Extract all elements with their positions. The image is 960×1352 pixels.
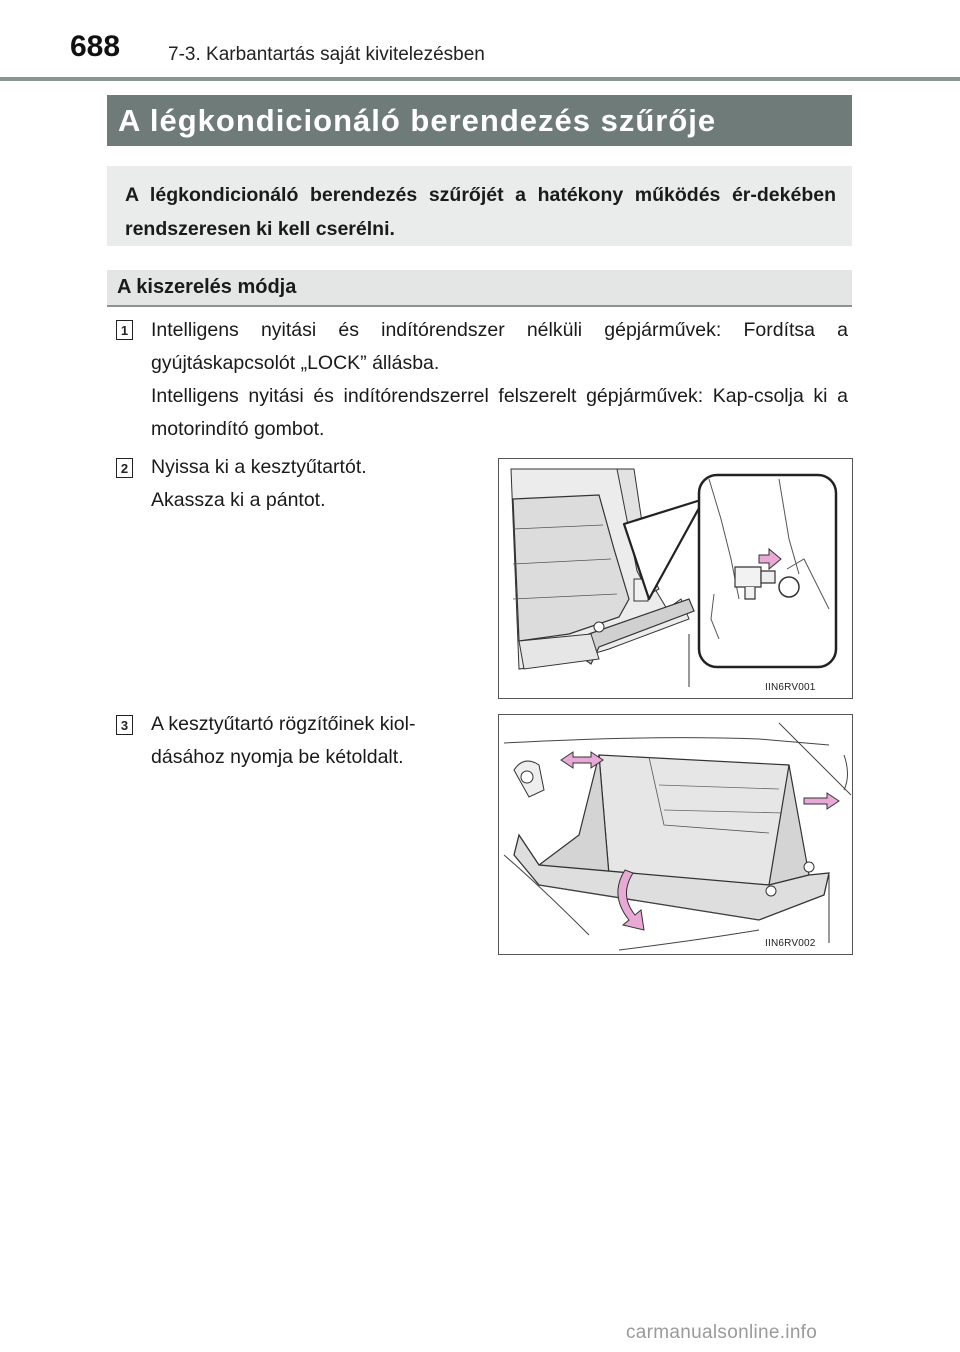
- step-1-text-a: Intelligens nyitási és indítórendszer nélküli gépjárművek: Fordítsa a gyújtáskapcsolót „LOCK” állásba.: [151, 319, 848, 374]
- figure-glovebox-release: [498, 714, 853, 955]
- figure-code-2: IIN6RV002: [765, 938, 816, 949]
- subsection-heading: [107, 270, 852, 307]
- page-number: 688: [70, 30, 121, 63]
- step-number-3: 3: [116, 715, 133, 735]
- step-1-text-b: Intelligens nyitási és indítórendszerrel felszerelt gépjárművek: Kap-csolja ki a motorindító gombot.: [151, 385, 848, 440]
- step-2-text-b: Akassza ki a pántot.: [151, 489, 326, 511]
- step-2-text-a: Nyissa ki a kesztyűtartót.: [151, 456, 367, 478]
- watermark: carmanualsonline.info: [626, 1322, 818, 1343]
- step-3-text: A kesztyűtartó rögzítőinek kiol-dásához nyomja be kétoldalt.: [151, 713, 416, 768]
- glovebox-release-illustration: [499, 715, 852, 954]
- page-title: A légkondicionáló berendezés szűrője: [118, 102, 717, 138]
- chapter-title: 7-3. Karbantartás saját kivitelezésben: [168, 44, 485, 65]
- section-title-bar: [107, 95, 852, 146]
- subsection-heading-text: A kiszerelés módja: [117, 276, 297, 298]
- header-divider: [0, 77, 960, 81]
- intro-text: A légkondicionáló berendezés szűrőjét a hatékony működés ér-dekében rendszeresen ki kell cserélni.: [125, 184, 836, 240]
- intro-box: [107, 166, 852, 246]
- figure-code-1: IIN6RV001: [765, 682, 816, 693]
- step-number-2: 2: [116, 458, 133, 478]
- step-number-1: 1: [116, 320, 133, 340]
- figure-glovebox-strap: [498, 458, 853, 699]
- glovebox-strap-illustration: [499, 459, 852, 698]
